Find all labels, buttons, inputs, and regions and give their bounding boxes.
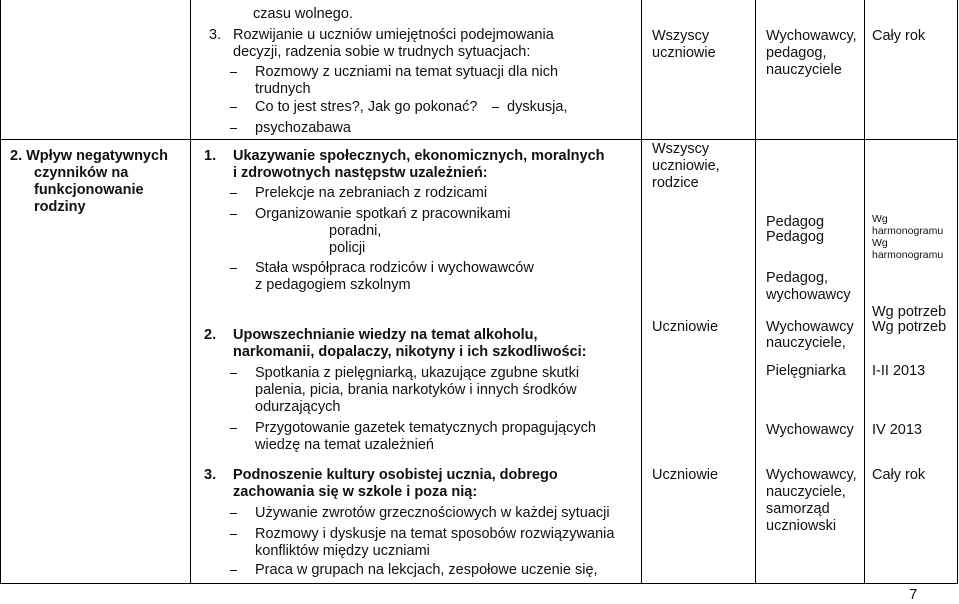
responsible: Wychowawcy (766, 422, 854, 438)
item-title: narkomanii, dopalaczy, nikotyny i ich szkodliwości: (233, 344, 587, 360)
responsible: Pielęgniarka (766, 363, 846, 379)
responsible: nauczyciele (766, 62, 842, 78)
item-number: 3. (204, 467, 217, 483)
item-number: 2. (204, 327, 217, 343)
responsible: uczniowski (766, 518, 837, 534)
bullet-text: Co to jest stres?, Jak go pokonać? (255, 99, 478, 115)
responsible: Pedagog (766, 214, 825, 230)
participants: rodzice (652, 175, 699, 191)
item-title: Rozwijanie u uczniów umiejętności podejmowania (233, 27, 554, 43)
responsible: Wychowawcy (766, 319, 854, 335)
dash-bullet (492, 107, 499, 108)
responsible: Pedagog, (766, 270, 829, 286)
table-border-left (0, 0, 1, 584)
bullet-text: Organizowanie spotkań z pracownikami (255, 206, 511, 222)
term: IV 2013 (872, 422, 922, 438)
responsible: nauczyciele, (766, 484, 846, 500)
item-number: 3. (209, 27, 222, 43)
responsible: Wychowawcy, (766, 28, 857, 44)
area-title: 2. Wpływ negatywnych (10, 148, 168, 164)
responsible: Pedagog (766, 229, 825, 245)
dash-bullet (230, 534, 237, 535)
bullet-text: palenia, picia, brania narkotyków i innych środków (255, 382, 577, 398)
area-title: czynników na (34, 165, 129, 181)
column-divider-2 (641, 0, 642, 584)
area-title: rodziny (34, 199, 86, 215)
bullet-text: Praca w grupach na lekcjach, zespołowe uczenie się, (255, 562, 598, 578)
text-line: czasu wolnego. (253, 6, 353, 22)
item-title: decyzji, radzenia sobie w trudnych sytuacjach: (233, 44, 531, 60)
bullet-text: Rozmowy z uczniami na temat sytuacji dla nich (255, 64, 559, 80)
responsible: wychowawcy (766, 287, 851, 303)
term: Wg potrzeb (872, 319, 947, 335)
responsible: Wychowawcy, (766, 467, 857, 483)
bullet-text: Przygotowanie gazetek tematycznych propagujących (255, 420, 596, 436)
term: Wg (872, 213, 888, 225)
bullet-text: Rozmowy i dyskusje na temat sposobów rozwiązywania (255, 526, 615, 542)
responsible: samorząd (766, 501, 830, 517)
item-title: Ukazywanie społecznych, ekonomicznych, moralnych (233, 148, 605, 164)
dash-bullet (230, 128, 237, 129)
area-title: funkcjonowanie (34, 182, 144, 198)
participants: Wszyscy (652, 28, 710, 44)
item-title: i zdrowotnych następstw uzależnień: (233, 165, 488, 181)
term: Wg (872, 237, 888, 249)
table-border-bottom (0, 583, 958, 584)
dash-bullet (230, 72, 237, 73)
bullet-text: dyskusja, (507, 99, 568, 115)
participants: uczniowie, (652, 158, 720, 174)
term: harmonogramu (872, 225, 944, 237)
bullet-text: Spotkania z pielęgniarką, ukazujące zgubne skutki (255, 365, 580, 381)
item-number: 1. (204, 148, 217, 164)
page-number: 7 (909, 586, 918, 603)
dash-bullet (230, 428, 237, 429)
participants: Wszyscy (652, 141, 710, 157)
column-divider-3 (755, 0, 756, 584)
dash-bullet (230, 193, 237, 194)
responsible: pedagog, (766, 45, 827, 61)
table-border-right (957, 0, 958, 584)
bullet-text: psychozabawa (255, 120, 351, 136)
dash-bullet (230, 214, 237, 215)
term: Wg potrzeb (872, 304, 947, 320)
bullet-text: wiedzę na temat uzależnień (255, 437, 434, 453)
responsible: nauczyciele, (766, 335, 846, 351)
row-divider-1 (0, 139, 958, 140)
bullet-text: policji (329, 240, 366, 256)
term: I-II 2013 (872, 363, 926, 379)
bullet-text: Prelekcje na zebraniach z rodzicami (255, 185, 488, 201)
column-divider-4 (864, 0, 865, 584)
participants: uczniowie (652, 45, 716, 61)
bullet-text: poradni, (329, 223, 382, 239)
term: Cały rok (872, 467, 926, 483)
item-title: zachowania się w szkole i poza nią: (233, 484, 478, 500)
term: harmonogramu (872, 249, 944, 261)
bullet-text: konfliktów między uczniami (255, 543, 430, 559)
term: Cały rok (872, 28, 926, 44)
item-title: Upowszechnianie wiedzy na temat alkoholu, (233, 327, 538, 343)
participants: Uczniowie (652, 319, 719, 335)
participants: Uczniowie (652, 467, 719, 483)
dash-bullet (230, 570, 237, 571)
bullet-text: odurzających (255, 399, 341, 415)
column-divider-1 (190, 0, 191, 584)
dash-bullet (230, 268, 237, 269)
bullet-text: trudnych (255, 81, 311, 97)
item-title: Podnoszenie kultury osobistej ucznia, dobrego (233, 467, 558, 483)
bullet-text: Stała współpraca rodziców i wychowawców (255, 260, 534, 276)
dash-bullet (230, 373, 237, 374)
dash-bullet (230, 513, 237, 514)
dash-bullet (230, 107, 237, 108)
bullet-text: z pedagogiem szkolnym (255, 277, 411, 293)
bullet-text: Używanie zwrotów grzecznościowych w każdej sytuacji (255, 505, 610, 521)
